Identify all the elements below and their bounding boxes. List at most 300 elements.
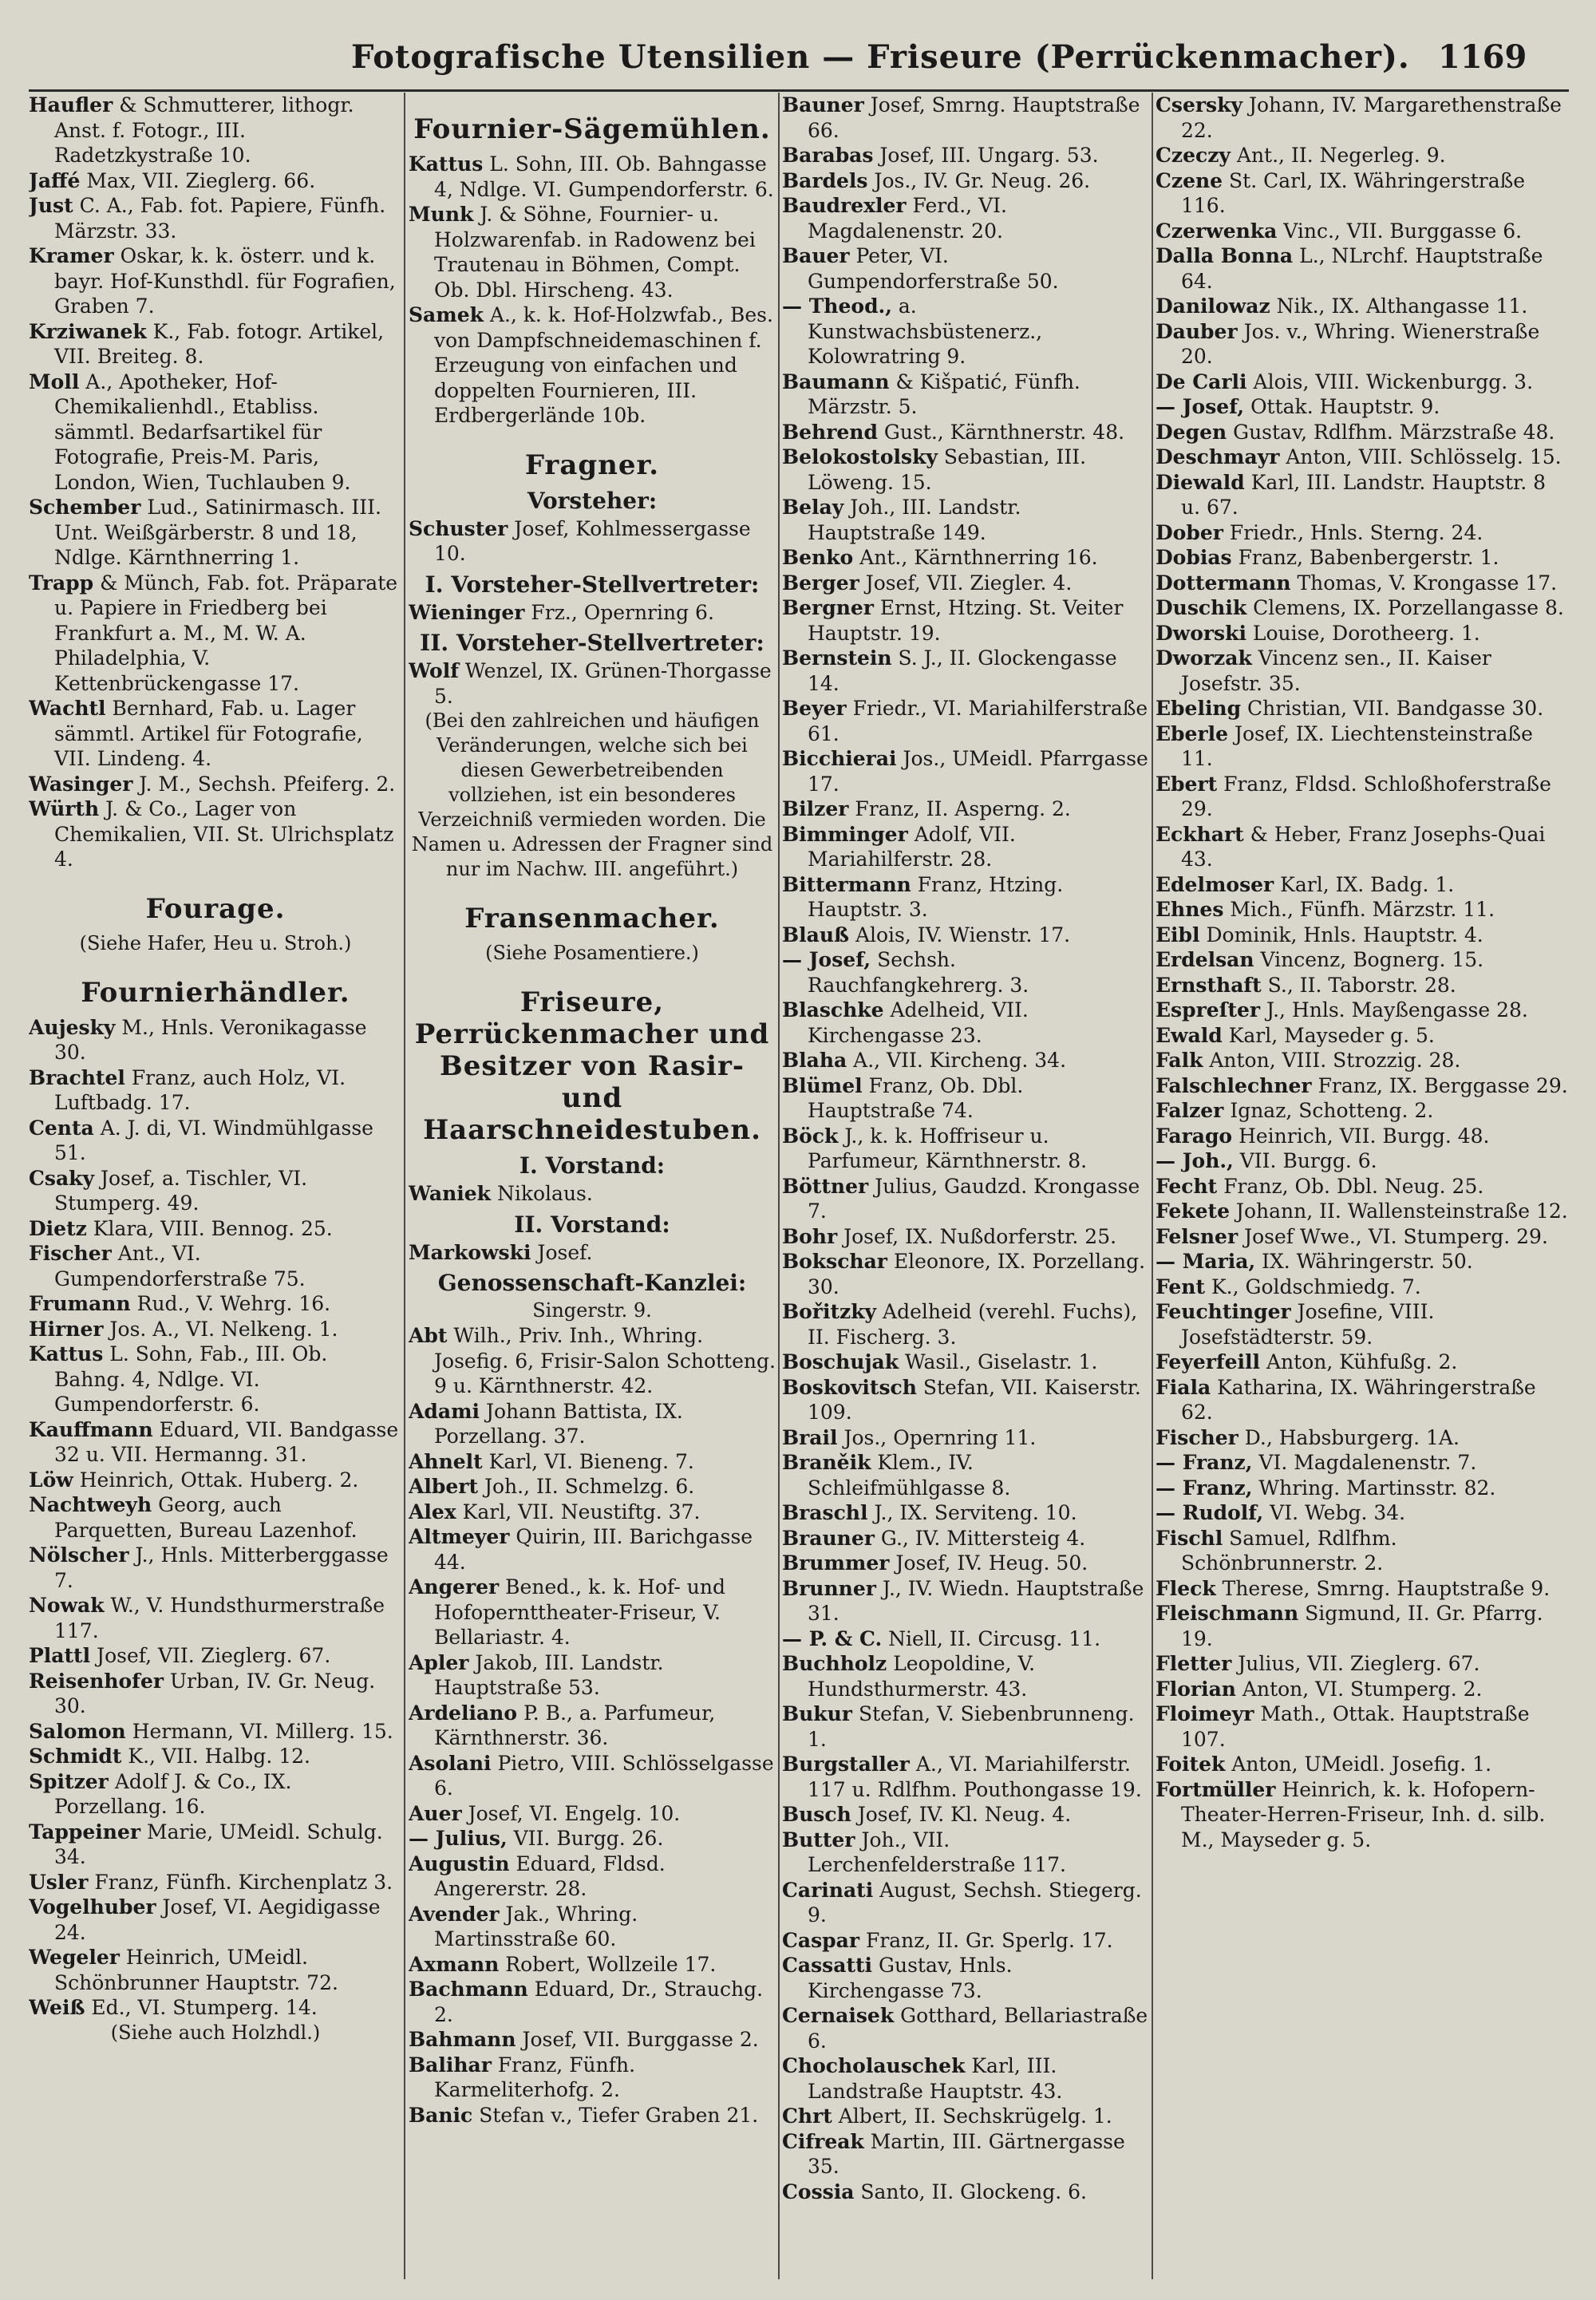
- directory-entry: [409, 658, 776, 709]
- directory-entry: [1156, 1299, 1569, 1350]
- directory-entry: [409, 516, 776, 567]
- directory-entry: [1156, 1752, 1569, 1777]
- entry-name: Wasinger: [29, 772, 133, 796]
- entry-details: Josefine, VIII. Josefstädterstr. 59.: [1181, 1300, 1435, 1349]
- subsection-heading: Genossenschaft-Kanzlei:: [437, 1270, 747, 1296]
- entry-details: J. & Söhne, Fournier- u. Holzwarenfab. in Radowenz bei Trautenau in Böhmen, Compt. Ob. Dbl. Hirscheng. 43.: [434, 203, 756, 302]
- entry-name: Bahmann: [409, 2028, 516, 2051]
- entry-name: Erdelsan: [1156, 948, 1254, 971]
- entry-details: Peter, VI. Gumpendorferstraße 50.: [808, 244, 1059, 293]
- directory-entry: [782, 1953, 1149, 2003]
- directory-entry: [1156, 1174, 1569, 1199]
- directory-entry: [29, 1468, 402, 1493]
- directory-entry: [782, 998, 1149, 1048]
- directory-entry: [29, 319, 402, 370]
- entry-name: Csersky: [1156, 93, 1242, 117]
- subsection-heading: II. Vorsteher-Stellvertreter:: [420, 630, 764, 656]
- directory-entry: [29, 1291, 402, 1317]
- entry-details: Franz, IX. Berggasse 29.: [1317, 1073, 1568, 1097]
- entry-name: Böttner: [782, 1174, 869, 1198]
- entry-name: Fortmüller: [1156, 1777, 1276, 1801]
- entry-name: Bachmann: [409, 1978, 528, 2001]
- entry-details: Christian, VII. Bandgasse 30.: [1247, 697, 1544, 720]
- entry-details: Vinc., VII. Burggasse 6.: [1283, 219, 1523, 243]
- entry-details: Albert, II. Sechskrügelg. 1.: [838, 2104, 1112, 2128]
- directory-entry: [782, 1802, 1149, 1828]
- entry-details: Ignaz, Schotteng. 2.: [1230, 1099, 1434, 1122]
- subsection-heading: Vorsteher:: [527, 487, 658, 514]
- entry-name: — Franz,: [1156, 1451, 1253, 1474]
- entry-name: Dalla Bonna: [1156, 244, 1294, 267]
- entry-details: Santo, II. Glockeng. 6.: [860, 2179, 1087, 2203]
- directory-entry: [29, 1116, 402, 1166]
- directory-entry: [1156, 1576, 1569, 1602]
- directory-entry: [782, 1752, 1149, 1802]
- directory-entry: [1156, 1777, 1569, 1853]
- directory-entry: [1156, 1124, 1569, 1149]
- entry-name: Weiß: [29, 1996, 85, 2019]
- directory-entry: [782, 872, 1149, 923]
- directory-entry: [409, 1323, 776, 1399]
- directory-entry: [1156, 923, 1569, 948]
- entry-name: Eckhart: [1156, 822, 1244, 846]
- directory-entry: [1156, 1375, 1569, 1425]
- entry-details: Nikolaus.: [496, 1182, 593, 1205]
- entry-name: Fleischmann: [1156, 1602, 1299, 1625]
- entry-name: Dauber: [1156, 319, 1238, 343]
- entry-name: Kattus: [409, 152, 484, 176]
- directory-entry: [1156, 420, 1569, 445]
- entry-details: Eleonore, IX. Porzellang. 30.: [808, 1250, 1146, 1298]
- directory-entry: [1156, 1450, 1569, 1476]
- entry-details: Jos., Opernring 11.: [843, 1425, 1037, 1449]
- directory-entry: [782, 646, 1149, 696]
- section-heading: Fourage.: [145, 892, 286, 925]
- entry-name: Schember: [29, 496, 141, 519]
- directory-entry: [782, 796, 1149, 822]
- entry-details: Louise, Dorotheerg. 1.: [1252, 621, 1480, 645]
- entry-details: Anton, VIII. Strozzig. 28.: [1209, 1049, 1461, 1072]
- directory-entry: [1156, 243, 1569, 294]
- entry-name: Munk: [409, 203, 474, 226]
- entry-name: Frumann: [29, 1292, 131, 1315]
- entry-details: Josef, VII. Zieglerg. 67.: [97, 1644, 331, 1667]
- entry-details: Mich., Fünfh. Märzstr. 11.: [1230, 898, 1495, 921]
- directory-entry: [409, 302, 776, 429]
- entry-details: Gustav, Rdlfhm. Märzstraße 48.: [1233, 420, 1555, 444]
- entry-name: Floimeyr: [1156, 1702, 1254, 1725]
- entry-details: Anton, VI. Stumperg. 2.: [1242, 1677, 1483, 1701]
- entry-name: Falk: [1156, 1049, 1203, 1072]
- entry-details: Heinrich, k. k. Hofopern-Theater-Herren-Friseur, Inh. d. silb. M., Mayseder g. 5.: [1181, 1777, 1546, 1851]
- entry-name: Bauer: [782, 244, 850, 267]
- directory-entry: [1156, 1476, 1569, 1501]
- directory-entry: [409, 2103, 776, 2128]
- entry-details: Josef, VII. Burggasse 2.: [522, 2028, 759, 2051]
- entry-details: Ottak. Hauptstr. 9.: [1250, 395, 1440, 418]
- entry-details: Eduard, Dr., Strauchg. 2.: [434, 1978, 764, 2026]
- entry-name: — Maria,: [1156, 1250, 1256, 1273]
- entry-name: Fischer: [1156, 1425, 1238, 1449]
- entry-details: Dominik, Hnls. Hauptstr. 4.: [1206, 923, 1483, 946]
- entry-details: Stefan, V. Siebenbrunneng. 1.: [808, 1702, 1135, 1751]
- directory-entry: [782, 1124, 1149, 1174]
- entry-name: Nölscher: [29, 1543, 129, 1567]
- directory-entry: [29, 1643, 402, 1669]
- directory-entry: [29, 1015, 402, 1065]
- directory-entry: [409, 1524, 776, 1575]
- entry-name: Altmeyer: [409, 1525, 510, 1548]
- entry-details: C. A., Fab. fot. Papiere, Fünfh. Märzstr. 33.: [54, 194, 386, 243]
- directory-entry: [782, 1828, 1149, 1878]
- entry-name: Dobias: [1156, 546, 1232, 569]
- directory-entry: [29, 1895, 402, 1945]
- directory-entry: [1156, 822, 1569, 872]
- note-text: (Siehe Posamentiere.): [485, 942, 699, 964]
- entry-details: Max, VII. Zieglerg. 66.: [86, 168, 316, 192]
- note-text: Singerstr. 9.: [532, 1299, 652, 1322]
- entry-name: Caspar: [782, 1928, 860, 1952]
- column-4: [1156, 93, 1569, 2279]
- entry-details: Ed., VI. Stumperg. 14.: [91, 1996, 318, 2019]
- entry-details: Karl, Mayseder g. 5.: [1228, 1023, 1435, 1047]
- entry-details: M., Hnls. Veronikagasse 30.: [54, 1015, 367, 1064]
- entry-details: Johann Battista, IX. Porzellang. 37.: [434, 1399, 683, 1448]
- directory-entry: [782, 696, 1149, 746]
- directory-entry: [409, 1650, 776, 1701]
- entry-name: Avender: [409, 1902, 500, 1926]
- directory-entry: [782, 1375, 1149, 1425]
- entry-name: Chrt: [782, 2104, 832, 2128]
- entry-details: Anton, Kühfußg. 2.: [1266, 1350, 1458, 1373]
- entry-details: Jos., IV. Gr. Neug. 26.: [874, 168, 1091, 192]
- entry-name: Just: [29, 194, 73, 217]
- entry-name: Boschujak: [782, 1350, 899, 1373]
- entry-details: Urban, IV. Gr. Neug. 30.: [54, 1669, 376, 1717]
- entry-details: Heinrich, VII. Burgg. 48.: [1238, 1124, 1490, 1148]
- entry-name: Belay: [782, 496, 844, 519]
- entry-name: Wachtl: [29, 697, 106, 720]
- directory-entry: [1156, 1249, 1569, 1274]
- entry-name: Ebert: [1156, 772, 1218, 796]
- directory-entry: [29, 1492, 402, 1543]
- directory-entry: [29, 243, 402, 319]
- entry-name: Belokostolsky: [782, 445, 938, 468]
- subsection-heading: I. Vorsteher-Stellvertreter:: [425, 571, 760, 598]
- entry-details: W., V. Hundsthurmerstraße 117.: [54, 1594, 385, 1642]
- directory-entry: [29, 1342, 402, 1417]
- entry-name: Vogelhuber: [29, 1895, 156, 1919]
- entry-name: Bohr: [782, 1224, 838, 1248]
- entry-name: Behrend: [782, 420, 878, 444]
- directory-entry: [782, 1500, 1149, 1526]
- directory-entry: [29, 168, 402, 194]
- entry-details: Friedr., Hnls. Sterng. 24.: [1229, 520, 1483, 544]
- entry-name: Balihar: [409, 2053, 492, 2077]
- entry-name: Reisenhofer: [29, 1669, 164, 1693]
- directory-entry: [1156, 1701, 1569, 1752]
- directory-entry: [409, 1575, 776, 1650]
- directory-entry: [409, 2027, 776, 2053]
- entry-details: Stefan, VII. Kaiserstr. 109.: [808, 1375, 1141, 1424]
- directory-entry: [782, 923, 1149, 948]
- entry-details: Johann, II. Wallensteinstraße 12.: [1235, 1199, 1568, 1223]
- directory-entry: [1156, 1073, 1569, 1099]
- entry-details: Leopoldine, V. Hundsthurmerstr. 43.: [808, 1652, 1036, 1701]
- entry-details: Josef, VI. Aegidigasse 24.: [54, 1895, 381, 1944]
- directory-entry: [1156, 394, 1569, 420]
- entry-details: & Münch, Fab. fot. Präparate u. Papiere in Friedberg bei Frankfurt a. M., M. W. A. Philadelphia, V. Kettenbrückengasse 17.: [54, 571, 398, 695]
- directory-entry: [782, 445, 1149, 495]
- entry-details: J. M., Sechsh. Pfeiferg. 2.: [139, 772, 396, 796]
- column-1: [29, 93, 402, 2279]
- directory-entry: [409, 1902, 776, 1952]
- entry-name: Kattus: [29, 1342, 104, 1365]
- entry-name: Dietz: [29, 1216, 87, 1240]
- entry-details: & Kišpatić, Fünfh. Märzstr. 5.: [808, 370, 1080, 418]
- entry-name: Bergner: [782, 596, 874, 619]
- directory-entry: [1156, 545, 1569, 571]
- entry-name: Löw: [29, 1468, 73, 1492]
- entry-name: Danilowaz: [1156, 294, 1270, 318]
- directory-entry: [409, 1500, 776, 1525]
- directory-entry: [29, 1870, 402, 1895]
- directory-entry: [1156, 520, 1569, 546]
- entry-name: Baudrexler: [782, 194, 907, 217]
- entry-name: Bardels: [782, 168, 868, 192]
- entry-details: A., Apotheker, Hof-Chemikalienhdl., Etabliss. sämmtl. Bedarfsartikel für Fotografie, Preis-M. Paris, London, Wien, Tuchlauben 9.: [54, 370, 351, 494]
- directory-entry: [782, 595, 1149, 646]
- entry-details: Katharina, IX. Währingerstraße 62.: [1181, 1375, 1536, 1424]
- entry-name: Carinati: [782, 1878, 874, 1902]
- entry-details: Jak., Whring. Martinsstraße 60.: [434, 1902, 638, 1950]
- directory-entry: [782, 1249, 1149, 1299]
- entry-name: Czerwenka: [1156, 219, 1278, 243]
- directory-entry: [1156, 143, 1569, 168]
- directory-entry: [1156, 872, 1569, 898]
- entry-name: Fecht: [1156, 1174, 1218, 1198]
- entry-name: Bukur: [782, 1702, 852, 1725]
- entry-details: Gustav, Hnls. Kirchengasse 73.: [808, 1954, 1013, 2002]
- entry-details: Niell, II. Circusg. 11.: [888, 1626, 1101, 1650]
- entry-details: A., k. k. Hof-Holzwfab., Bes. von Dampfschneidemaschinen f. Erzeugung von einfachen und doppelten Fournieren, III. Erdbergerlände 10b.: [434, 303, 773, 427]
- entry-name: Aujesky: [29, 1015, 116, 1039]
- entry-details: & Heber, Franz Josephs-Quai 43.: [1181, 822, 1546, 871]
- entry-name: Banic: [409, 2103, 473, 2127]
- entry-details: P. B., a. Parfumeur, Kärnthnerstr. 36.: [434, 1701, 716, 1749]
- directory-entry: [409, 1751, 776, 1801]
- directory-entry: [782, 243, 1149, 294]
- entry-name: Dottermann: [1156, 571, 1291, 595]
- entry-details: August, Sechsh. Stiegerg. 9.: [808, 1878, 1142, 1927]
- column-2: [409, 93, 776, 2279]
- entry-details: Bernhard, Fab. u. Lager sämmtl. Artikel für Fotografie, VII. Lindeng. 4.: [54, 697, 363, 770]
- directory-entry: [29, 1317, 402, 1342]
- entry-details: Franz, Fünfh. Karmeliterhofg. 2.: [434, 2053, 636, 2101]
- entry-name: Nachtweyh: [29, 1493, 152, 1516]
- entry-details: Jos., UMeidl. Pfarrgasse 17.: [808, 747, 1148, 796]
- directory-entry: [782, 947, 1149, 998]
- entry-name: Braschl: [782, 1501, 868, 1524]
- directory-entry: [1156, 1500, 1569, 1526]
- directory-entry: [1156, 319, 1569, 370]
- entry-name: Chocholauschek: [782, 2054, 966, 2077]
- directory-entry: [409, 2053, 776, 2103]
- entry-name: — Josef,: [1156, 395, 1245, 418]
- entry-name: Cernaisek: [782, 2004, 895, 2027]
- entry-details: Friedr., VI. Mariahilferstraße 61.: [808, 697, 1148, 745]
- directory-entry: [409, 1399, 776, 1449]
- column-3: [782, 93, 1149, 2279]
- entry-name: Feuchtinger: [1156, 1300, 1291, 1323]
- directory-entry: [409, 152, 776, 202]
- entry-details: Franz, Fünfh. Kirchenplatz 3.: [94, 1870, 393, 1894]
- directory-entry: [782, 1526, 1149, 1551]
- entry-details: Oskar, k. k. österr. und k. bayr. Hof-Kunsthdl. für Fografien, Graben 7.: [54, 244, 396, 318]
- entry-details: Johann, IV. Margarethenstraße 22.: [1181, 93, 1562, 142]
- entry-name: Dworski: [1156, 621, 1246, 645]
- entry-name: Brauner: [782, 1526, 875, 1550]
- entry-details: Gust., Kärnthnerstr. 48.: [883, 420, 1125, 444]
- directory-entry: [782, 294, 1149, 370]
- entry-details: Robert, Wollzeile 17.: [505, 1952, 717, 1976]
- entry-details: Joh., III. Landstr. Hauptstraße 149.: [808, 496, 1021, 544]
- entry-name: Falzer: [1156, 1099, 1224, 1122]
- entry-details: Jos. v., Whring. Wienerstraße 20.: [1181, 319, 1540, 368]
- directory-entry: [29, 93, 402, 168]
- entry-name: Axmann: [409, 1952, 500, 1976]
- note-text: (Siehe auch Holzhdl.): [110, 2021, 321, 2044]
- entry-name: — Rudolf,: [1156, 1501, 1264, 1524]
- directory-entry: [782, 370, 1149, 420]
- directory-entry: [409, 1826, 776, 1851]
- entry-details: Klem., IV. Schleifmühlgasse 8.: [808, 1451, 1011, 1500]
- entry-details: L. Sohn, III. Ob. Bahngasse 4, Ndlge. VI. Gumpendorferstr. 6.: [434, 152, 774, 201]
- directory-entry: [782, 1350, 1149, 1375]
- entry-name: Markowski: [409, 1240, 531, 1264]
- entry-details: Marie, UMeidl. Schulg. 34.: [54, 1820, 383, 1868]
- directory-entry: [1156, 621, 1569, 646]
- directory-entry: [782, 495, 1149, 545]
- directory-entry: [29, 772, 402, 797]
- entry-details: IX. Währingerstr. 50.: [1262, 1250, 1473, 1273]
- entry-name: Brunner: [782, 1576, 876, 1600]
- entry-name: Blümel: [782, 1073, 863, 1097]
- entry-name: Bittermann: [782, 872, 911, 896]
- entry-name: Würth: [29, 797, 100, 820]
- entry-details: Clemens, IX. Porzellangasse 8.: [1253, 596, 1564, 619]
- entry-details: Bened., k. k. Hof- und Hofopernttheater-Friseur, V. Bellariastr. 4.: [434, 1575, 725, 1649]
- entry-details: Franz, II. Gr. Sperlg. 17.: [865, 1928, 1113, 1952]
- entry-details: Franz, Ob. Dbl. Neug. 25.: [1223, 1174, 1484, 1198]
- subsection-heading: I. Vorstand:: [519, 1152, 666, 1179]
- entry-name: Ahnelt: [409, 1449, 483, 1473]
- entry-details: Georg, auch Parquetten, Bureau Lazenhof.: [54, 1493, 358, 1542]
- entry-name: Wolf: [409, 659, 459, 682]
- entry-name: — Joh.,: [1156, 1149, 1234, 1172]
- directory-entry: [29, 1669, 402, 1719]
- entry-details: VII. Burgg. 6.: [1239, 1149, 1377, 1172]
- entry-details: Karl, VII. Neustiftg. 37.: [462, 1500, 701, 1523]
- entry-name: Wegeler: [29, 1946, 120, 1969]
- directory-entry: [1156, 1023, 1569, 1049]
- entry-name: Kauffmann: [29, 1417, 153, 1441]
- directory-entry: [1156, 1098, 1569, 1124]
- entry-name: Ernsthaft: [1156, 973, 1262, 997]
- directory-entry: [782, 168, 1149, 194]
- entry-name: Schuster: [409, 516, 508, 540]
- entry-details: K., Goldschmiedg. 7.: [1211, 1274, 1421, 1298]
- entry-details: Therese, Smrng. Hauptstraße 9.: [1222, 1576, 1551, 1600]
- entry-name: Deschmayr: [1156, 445, 1280, 468]
- section-heading: Fragner.: [524, 449, 660, 481]
- directory-entry: [1156, 897, 1569, 923]
- entry-details: K., VII. Halbg. 12.: [128, 1745, 310, 1768]
- entry-details: Lud., Satinirmasch. III. Unt. Weißgärberstr. 8 und 18, Ndlge. Kärnthnerring 1.: [54, 496, 382, 569]
- directory-entry: [782, 1299, 1149, 1350]
- entry-details: Math., Ottak. Hauptstraße 107.: [1181, 1702, 1530, 1751]
- directory-entry: [29, 1719, 402, 1745]
- note-text: (Siehe Hafer, Heu u. Stroh.): [79, 931, 352, 954]
- entry-name: Czene: [1156, 168, 1223, 192]
- directory-entry: [782, 1073, 1149, 1124]
- entry-name: Brail: [782, 1425, 838, 1449]
- entry-name: Wieninger: [409, 600, 525, 624]
- entry-name: Abt: [409, 1324, 448, 1347]
- entry-details: & Schmutterer, lithogr. Anst. f. Fotogr., III. Radetzkystraße 10.: [54, 93, 354, 167]
- entry-details: St. Carl, IX. Währingerstraße 116.: [1181, 168, 1526, 217]
- directory-entry: [782, 2003, 1149, 2053]
- entry-details: Franz, Htzing. Hauptstr. 3.: [808, 872, 1064, 921]
- directory-entry: [29, 1065, 402, 1116]
- entry-name: Alex: [409, 1500, 456, 1523]
- entry-details: Anton, UMeidl. Josefig. 1.: [1231, 1753, 1492, 1776]
- directory-entry: [1156, 1199, 1569, 1224]
- directory-entry: [29, 1543, 402, 1593]
- entry-name: Czeczy: [1156, 144, 1231, 167]
- entry-details: Sechsh. Rauchfangkehrerg. 3.: [808, 948, 1029, 997]
- entry-details: Quirin, III. Barichgasse 44.: [434, 1525, 753, 1574]
- entry-name: Adami: [409, 1399, 480, 1423]
- entry-name: Baumann: [782, 370, 890, 393]
- entry-details: K., Fab. fotogr. Artikel, VII. Breiteg. 8.: [54, 319, 385, 368]
- directory-entry: [1156, 370, 1569, 395]
- entry-name: Usler: [29, 1870, 89, 1894]
- directory-entry: [782, 1701, 1149, 1752]
- directory-entry: [782, 1551, 1149, 1576]
- entry-name: Beyer: [782, 697, 847, 720]
- entry-name: Blaschke: [782, 998, 884, 1022]
- entry-details: Ant., Kärnthnerring 16.: [859, 546, 1098, 569]
- entry-name: Ardeliano: [409, 1701, 517, 1725]
- column-divider: [1152, 93, 1153, 2279]
- entry-details: Karl, IX. Badg. 1.: [1280, 872, 1455, 896]
- directory-entry: [1156, 772, 1569, 822]
- entry-name: Albert: [409, 1475, 478, 1498]
- entry-name: Braněik: [782, 1451, 871, 1474]
- entry-details: Josef, VII. Ziegler. 4.: [865, 571, 1073, 595]
- entry-details: Heinrich, Ottak. Huberg. 2.: [79, 1468, 359, 1492]
- directory-entry: [29, 193, 402, 243]
- entry-name: Brummer: [782, 1551, 890, 1575]
- entry-name: Jaffé: [29, 168, 81, 192]
- directory-entry: [29, 796, 402, 872]
- entry-details: L. Sohn, Fab., III. Ob. Bahng. 4, Ndlge. VI. Gumpendorferstr. 6.: [54, 1342, 328, 1416]
- entry-details: Julius, Gaudzd. Krongasse 7.: [808, 1174, 1140, 1223]
- entry-details: VI. Magdalenenstr. 7.: [1258, 1451, 1477, 1474]
- entry-name: Feyerfeill: [1156, 1350, 1261, 1373]
- entry-details: A. J. di, VI. Windmühlgasse 51.: [54, 1116, 373, 1164]
